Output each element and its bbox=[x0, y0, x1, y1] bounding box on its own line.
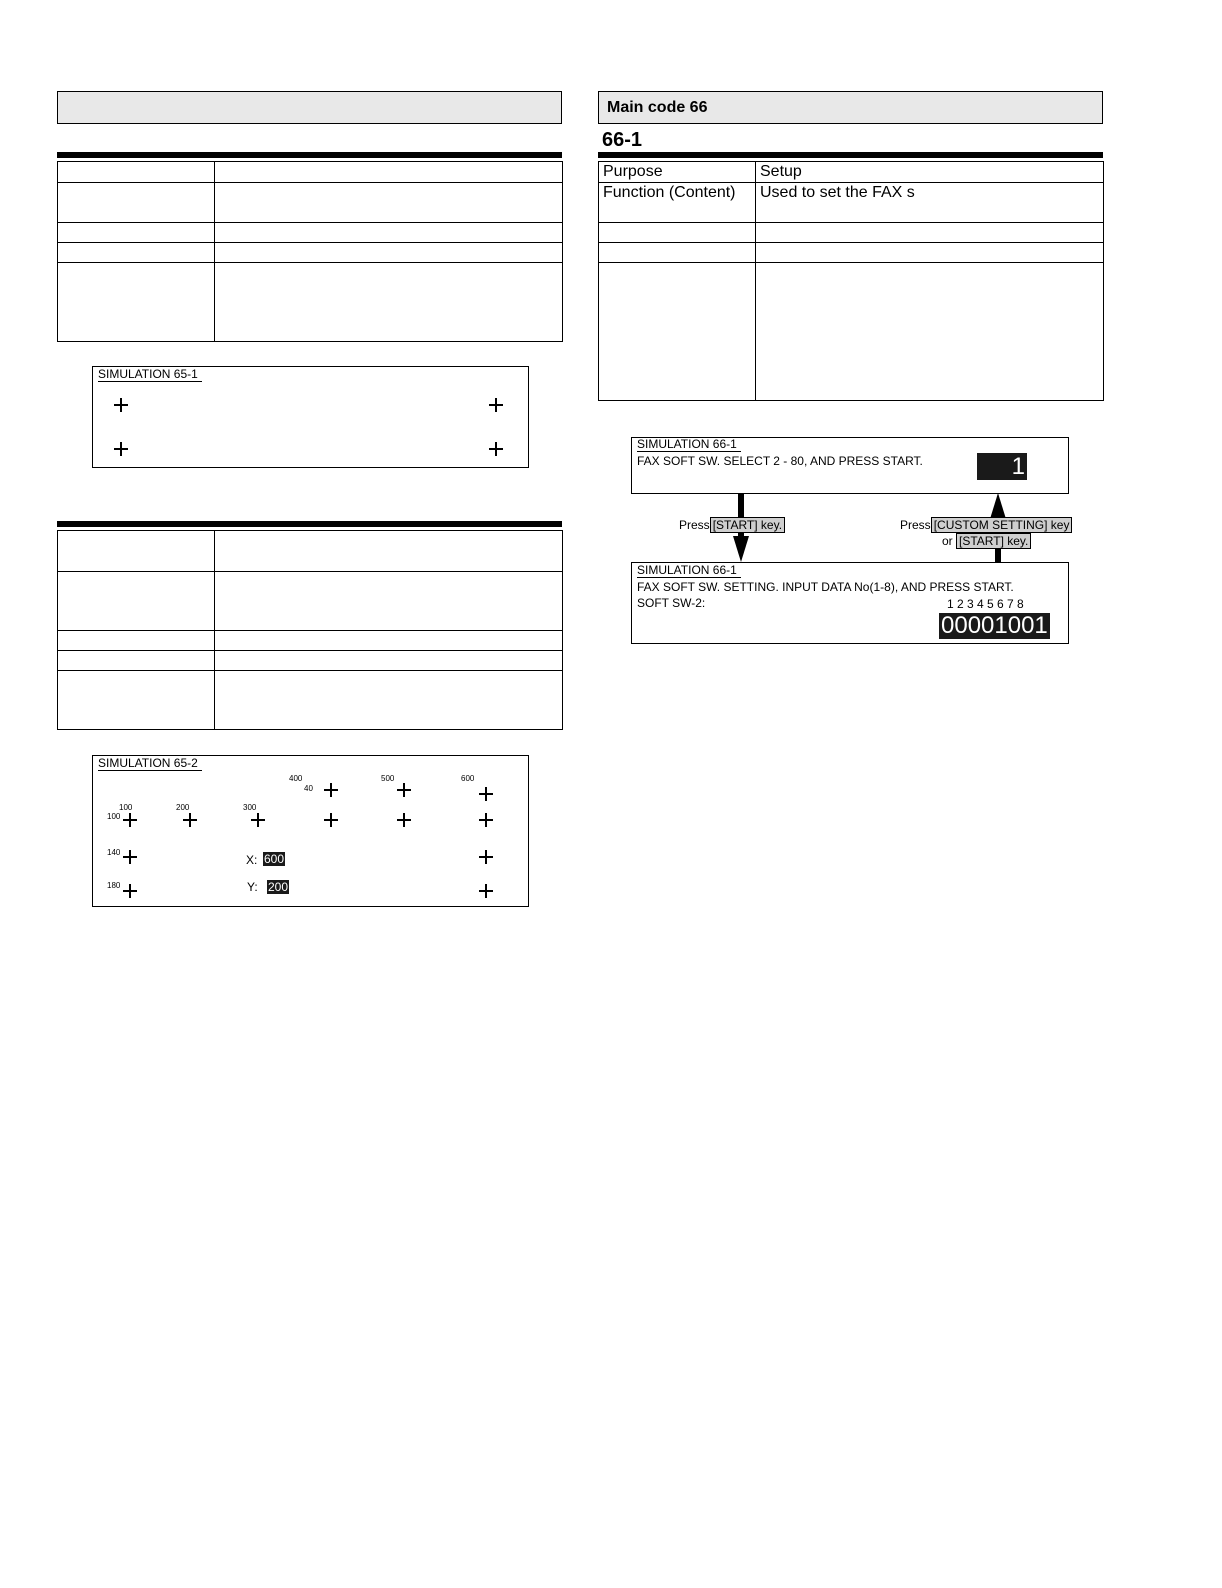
bit-numbers: 1 2 3 4 5 6 7 8 bbox=[947, 597, 1024, 611]
sim65-1-screen bbox=[92, 366, 529, 468]
table-row bbox=[58, 223, 563, 243]
start-key-instruction bbox=[679, 518, 785, 532]
top-label-400: 400 bbox=[289, 774, 303, 783]
crosshair-icon bbox=[479, 813, 493, 827]
top-label-600: 600 bbox=[461, 774, 475, 783]
crosshair-icon bbox=[479, 884, 493, 898]
press-text: Press bbox=[679, 518, 710, 532]
table-row bbox=[58, 183, 563, 223]
down-arrow-icon bbox=[733, 536, 749, 562]
sub-code-title: 66-1 bbox=[602, 129, 643, 151]
table-row bbox=[58, 572, 563, 631]
left-spec-table-2 bbox=[57, 530, 563, 730]
crosshair-icon bbox=[489, 442, 503, 456]
crosshair-icon bbox=[123, 884, 137, 898]
row-label bbox=[599, 243, 756, 263]
alt-start-key-instruction bbox=[942, 534, 1031, 548]
crosshair-icon bbox=[183, 813, 197, 827]
row-label: Function (Content) bbox=[599, 183, 756, 223]
or-text: or bbox=[942, 534, 953, 548]
sim65-2-screen bbox=[92, 755, 529, 907]
crosshair-icon bbox=[324, 783, 338, 797]
table-row bbox=[599, 263, 1104, 401]
row-value: Used to set the FAX s bbox=[756, 183, 1104, 223]
table-row bbox=[599, 162, 1104, 183]
sim66-1-setting-instruction: FAX SOFT SW. SETTING. INPUT DATA No(1-8), AND PRESS START. bbox=[637, 580, 1014, 594]
x-label: X: bbox=[246, 853, 258, 867]
table-row bbox=[58, 162, 563, 183]
y-label-180: 180 bbox=[107, 881, 121, 890]
crosshair-icon bbox=[114, 398, 128, 412]
table-row bbox=[58, 263, 563, 342]
table-row bbox=[599, 223, 1104, 243]
sim66-1-instruction: FAX SOFT SW. SELECT 2 - 80, AND PRESS START. bbox=[637, 454, 923, 468]
label-40: 40 bbox=[304, 784, 313, 793]
right-spec-table bbox=[598, 161, 1104, 401]
crosshair-icon bbox=[114, 442, 128, 456]
row-value: Setup bbox=[756, 162, 1104, 183]
right-code-header bbox=[598, 91, 1103, 124]
start-key-label: [START] key. bbox=[710, 517, 785, 533]
press-text: Press bbox=[900, 518, 931, 532]
y-label: Y: bbox=[247, 880, 258, 894]
sim66-1-value-display: 1 bbox=[977, 453, 1027, 480]
row-label: Purpose bbox=[599, 162, 756, 183]
sim66-1-setting-screen bbox=[631, 562, 1069, 644]
sim66-1-setting-title: SIMULATION 66-1 bbox=[637, 564, 741, 578]
table-row bbox=[599, 183, 1104, 223]
row-value bbox=[756, 263, 1104, 401]
crosshair-icon bbox=[479, 787, 493, 801]
right-section-rule bbox=[598, 152, 1103, 158]
crosshair-icon bbox=[479, 850, 493, 864]
table-row bbox=[599, 243, 1104, 263]
top-label-500: 500 bbox=[381, 774, 395, 783]
table-row bbox=[58, 631, 563, 651]
crosshair-icon bbox=[123, 813, 137, 827]
table-row bbox=[58, 531, 563, 572]
x-value: 600 bbox=[264, 852, 285, 866]
row-label bbox=[599, 263, 756, 401]
row-label-200: 200 bbox=[176, 803, 190, 812]
crosshair-icon bbox=[489, 398, 503, 412]
custom-setting-key-instruction bbox=[900, 518, 1072, 532]
start-key-label-2: [START] key. bbox=[956, 533, 1031, 549]
y-value: 200 bbox=[268, 880, 289, 894]
crosshair-icon bbox=[251, 813, 265, 827]
row-value bbox=[756, 223, 1104, 243]
left-spec-table-1 bbox=[57, 161, 563, 342]
up-arrow-icon bbox=[990, 493, 1006, 519]
soft-sw-label: SOFT SW-2: bbox=[637, 596, 706, 610]
crosshair-icon bbox=[123, 850, 137, 864]
row-label-100: 100 bbox=[119, 803, 133, 812]
soft-sw-bits-display: 00001001 bbox=[941, 612, 1048, 639]
crosshair-icon bbox=[397, 783, 411, 797]
y-label-100: 100 bbox=[107, 812, 121, 821]
sim65-2-title: SIMULATION 65-2 bbox=[98, 757, 202, 771]
row-label-300: 300 bbox=[243, 803, 257, 812]
left-section-rule-2 bbox=[57, 521, 562, 527]
crosshair-icon bbox=[324, 813, 338, 827]
sim66-1-select-screen bbox=[631, 437, 1069, 494]
row-value bbox=[756, 243, 1104, 263]
table-row bbox=[58, 671, 563, 730]
left-section-rule-1 bbox=[57, 152, 562, 158]
table-row bbox=[58, 243, 563, 263]
row-label bbox=[599, 223, 756, 243]
sim66-1-title: SIMULATION 66-1 bbox=[637, 438, 741, 452]
main-code-title: Main code 66 bbox=[607, 99, 708, 116]
crosshair-icon bbox=[397, 813, 411, 827]
y-label-140: 140 bbox=[107, 848, 121, 857]
left-code-header bbox=[57, 91, 562, 124]
sim65-1-title: SIMULATION 65-1 bbox=[98, 368, 202, 382]
table-row bbox=[58, 651, 563, 671]
custom-setting-key-label: [CUSTOM SETTING] key bbox=[931, 517, 1073, 533]
